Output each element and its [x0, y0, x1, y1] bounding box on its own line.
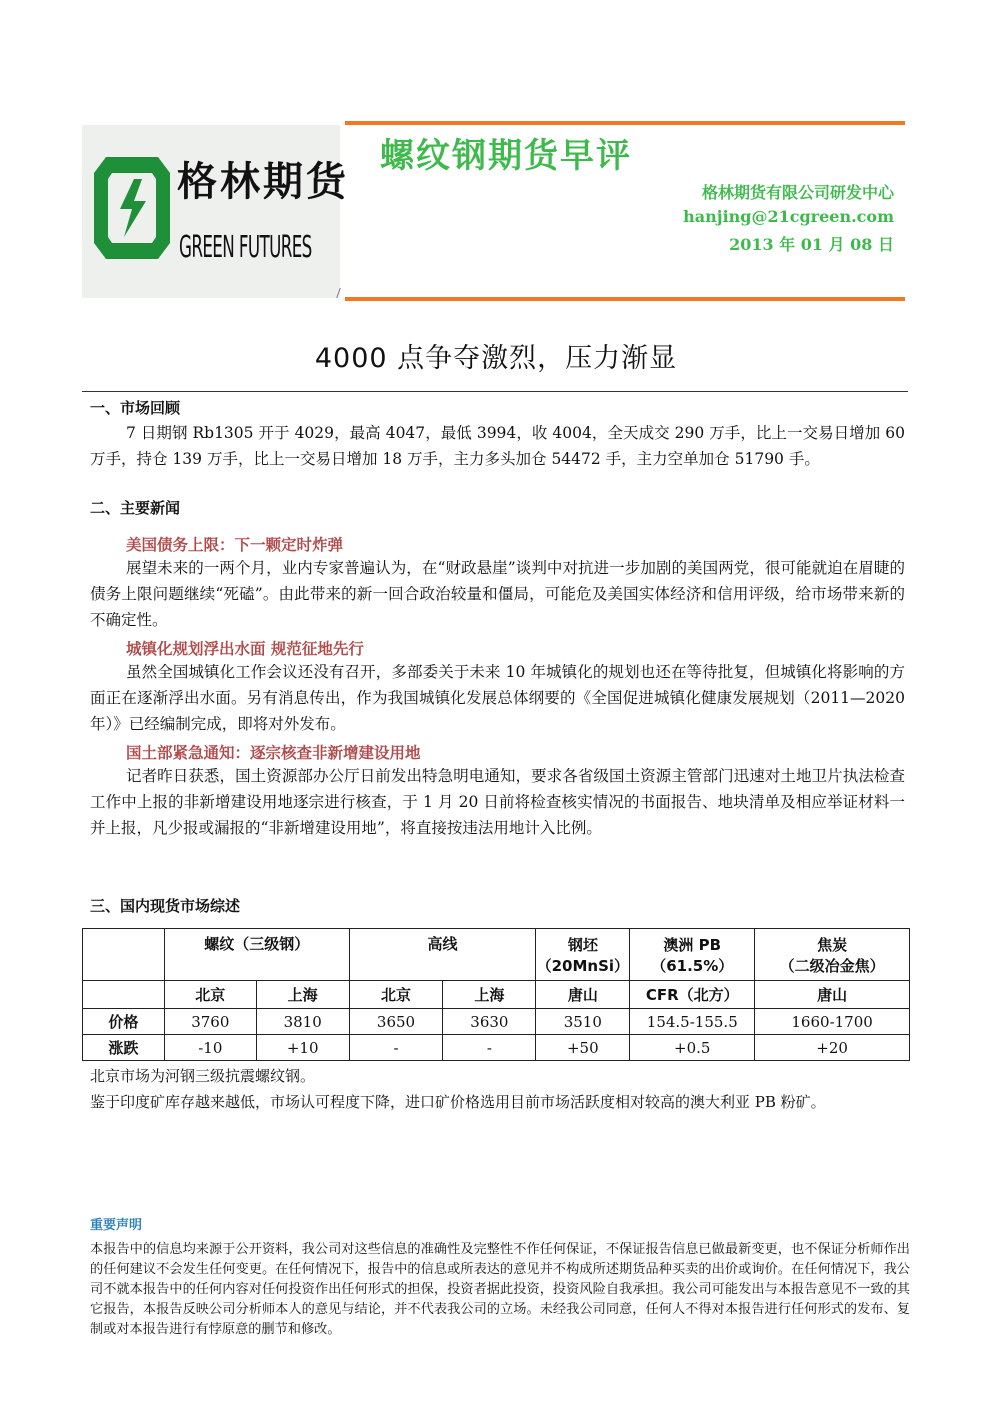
group-header-coke: 焦炭 （二级冶金焦） — [755, 929, 910, 981]
news-text-2: 虽然全国城镇化工作会议还没有召开，多部委关于未来 10 年城镇化的规划也还在等待批复，但城镇化将影响的方面正在逐渐浮出水面。另有消息传出，作为我国城镇化发展总体纲要的《全国促进城镇化健康发展规划（2011—2020 年）》已经编制完成，即将对外发布。 — [90, 663, 905, 733]
table-note-2: 鉴于印度矿库存越来越低，市场认可程度下降，进口矿价格选用目前市场活跃度相对较高的澳大利亚 PB 粉矿。 — [90, 1093, 826, 1111]
table-cell: 3760 — [164, 1009, 256, 1035]
table-group-header-row — [83, 929, 910, 981]
logo-english-text: GREEN FUTURES — [179, 230, 312, 265]
group-header-pb-ore: 澳洲 PB （61.5%） — [630, 929, 755, 981]
table-cell: -10 — [164, 1035, 256, 1061]
subheader-cell: 北京 — [164, 981, 256, 1009]
table-cell: 154.5-155.5 — [630, 1009, 755, 1035]
title-divider — [82, 391, 908, 392]
table-cell: 3510 — [536, 1009, 630, 1035]
news-title-3: 国土部紧急通知：逐宗核查非新增建设用地 — [126, 744, 421, 762]
news-text-3: 记者昨日获悉，国土资源部办公厅日前发出特急明电通知，要求各省级国土资源主管部门迅速对土地卫片执法检查工作中上报的非新增建设用地逐宗进行核查，于 1 月 20 日前将检查核实情况的书面报告、地块清单及相应举证材料一并上报，凡少报或漏报的“非新增建设用地”，将直接按违法用地计入比例。 — [90, 767, 905, 837]
news-title-1: 美国债务上限：下一颗定时炸弹 — [126, 536, 344, 554]
table-cell: 3810 — [256, 1009, 349, 1035]
row-label-price: 价格 — [83, 1009, 165, 1035]
table-note-1: 北京市场为河钢三级抗震螺纹钢。 — [90, 1067, 316, 1085]
table-corner-cell — [83, 929, 165, 981]
table-cell: 3630 — [443, 1009, 536, 1035]
table-row — [83, 1035, 910, 1061]
disclaimer-text: 本报告中的信息均来源于公开资料，我公司对这些信息的准确性及完整性不作任何保证，不保证报告信息已做最新变更，也不保证分析师作出的任何建议不会发生任何变更。在任何情况下，报告中的信息或所表达的意见并不构成所述期货品种买卖的出价或询价。在任何情况下，我公司不就本报告中的任何内容对任何投资作出任何形式的担保，投资者据此投资，投资风险自我承担。我公司可能发出与本报告意见不一致的其它报告，本报告反映公司分析师本人的意见与结论，并不代表我公司的立场。未经我公司同意，任何人不得对本报告进行任何形式的发布、复制或对本报告进行有悖原意的删节和修改。 — [90, 1242, 910, 1337]
subheader-empty-cell — [83, 981, 165, 1009]
table-cell: +20 — [755, 1035, 910, 1061]
subheader-cell: 唐山 — [755, 981, 910, 1009]
market-review-text: 7 日期钢 Rb1305 开于 4029，最高 4047，最低 3994，收 4004，全天成交 290 万手，比上一交易日增加 60 万手，持仓 139 万手，比上一交易日增加 18 万手，主力多头加仓 54472 手，主力空单加仓 51790 手。 — [90, 424, 905, 468]
company-logo — [82, 125, 349, 298]
article-title: 4000 点争夺激烈，压力渐显 — [314, 343, 678, 374]
row-label-change: 涨跌 — [83, 1035, 165, 1061]
table-cell: - — [349, 1035, 443, 1061]
table-cell: 3650 — [349, 1009, 443, 1035]
subheader-cell: 北京 — [349, 981, 443, 1009]
table-subheader-row — [83, 981, 910, 1009]
table-row — [83, 1009, 910, 1035]
section-heading-spot-market: 三、国内现货市场综述 — [90, 897, 241, 915]
green-futures-emblem-icon — [90, 149, 174, 267]
group-header-billet: 钢坯 （20MnSi） — [536, 929, 630, 981]
table-cell: +50 — [536, 1035, 630, 1061]
section-heading-market-review: 一、市场回顾 — [90, 399, 181, 417]
news-title-2: 城镇化规划浮出水面 规范征地先行 — [126, 640, 364, 658]
spot-price-table — [82, 928, 910, 1061]
table-cell: 1660-1700 — [755, 1009, 910, 1035]
subheader-cell: CFR（北方） — [630, 981, 755, 1009]
report-title: 螺纹钢期货早评 — [380, 136, 632, 176]
group-header-wire-rod: 高线 — [349, 929, 536, 981]
subheader-cell: 唐山 — [536, 981, 630, 1009]
organization-name: 格林期货有限公司研发中心 — [701, 183, 894, 202]
table-cell: +0.5 — [630, 1035, 755, 1061]
header-bottom-rule — [345, 297, 905, 301]
subheader-cell: 上海 — [443, 981, 536, 1009]
report-date: 2013 年 01 月 08 日 — [729, 235, 894, 254]
table-cell: - — [443, 1035, 536, 1061]
header-top-rule — [345, 121, 905, 125]
news-text-1: 展望未来的一两个月，业内专家普遍认为，在“财政悬崖”谈判中对抗进一步加剧的美国两党，很可能就迫在眉睫的债务上限问题继续“死磕”。由此带来的新一回合政治较量和僵局，可能危及美国实体经济和信用评级，给市场带来新的不确定性。 — [90, 559, 905, 629]
group-header-rebar: 螺纹（三级钢） — [164, 929, 349, 981]
logo-chinese-text: 格林期货 — [177, 159, 349, 205]
table-cell: +10 — [256, 1035, 349, 1061]
subheader-cell: 上海 — [256, 981, 349, 1009]
section-heading-news: 二、主要新闻 — [90, 499, 181, 517]
contact-email[interactable]: hanjing@21cgreen.com — [683, 207, 894, 226]
disclaimer-heading: 重要声明 — [90, 1218, 143, 1233]
